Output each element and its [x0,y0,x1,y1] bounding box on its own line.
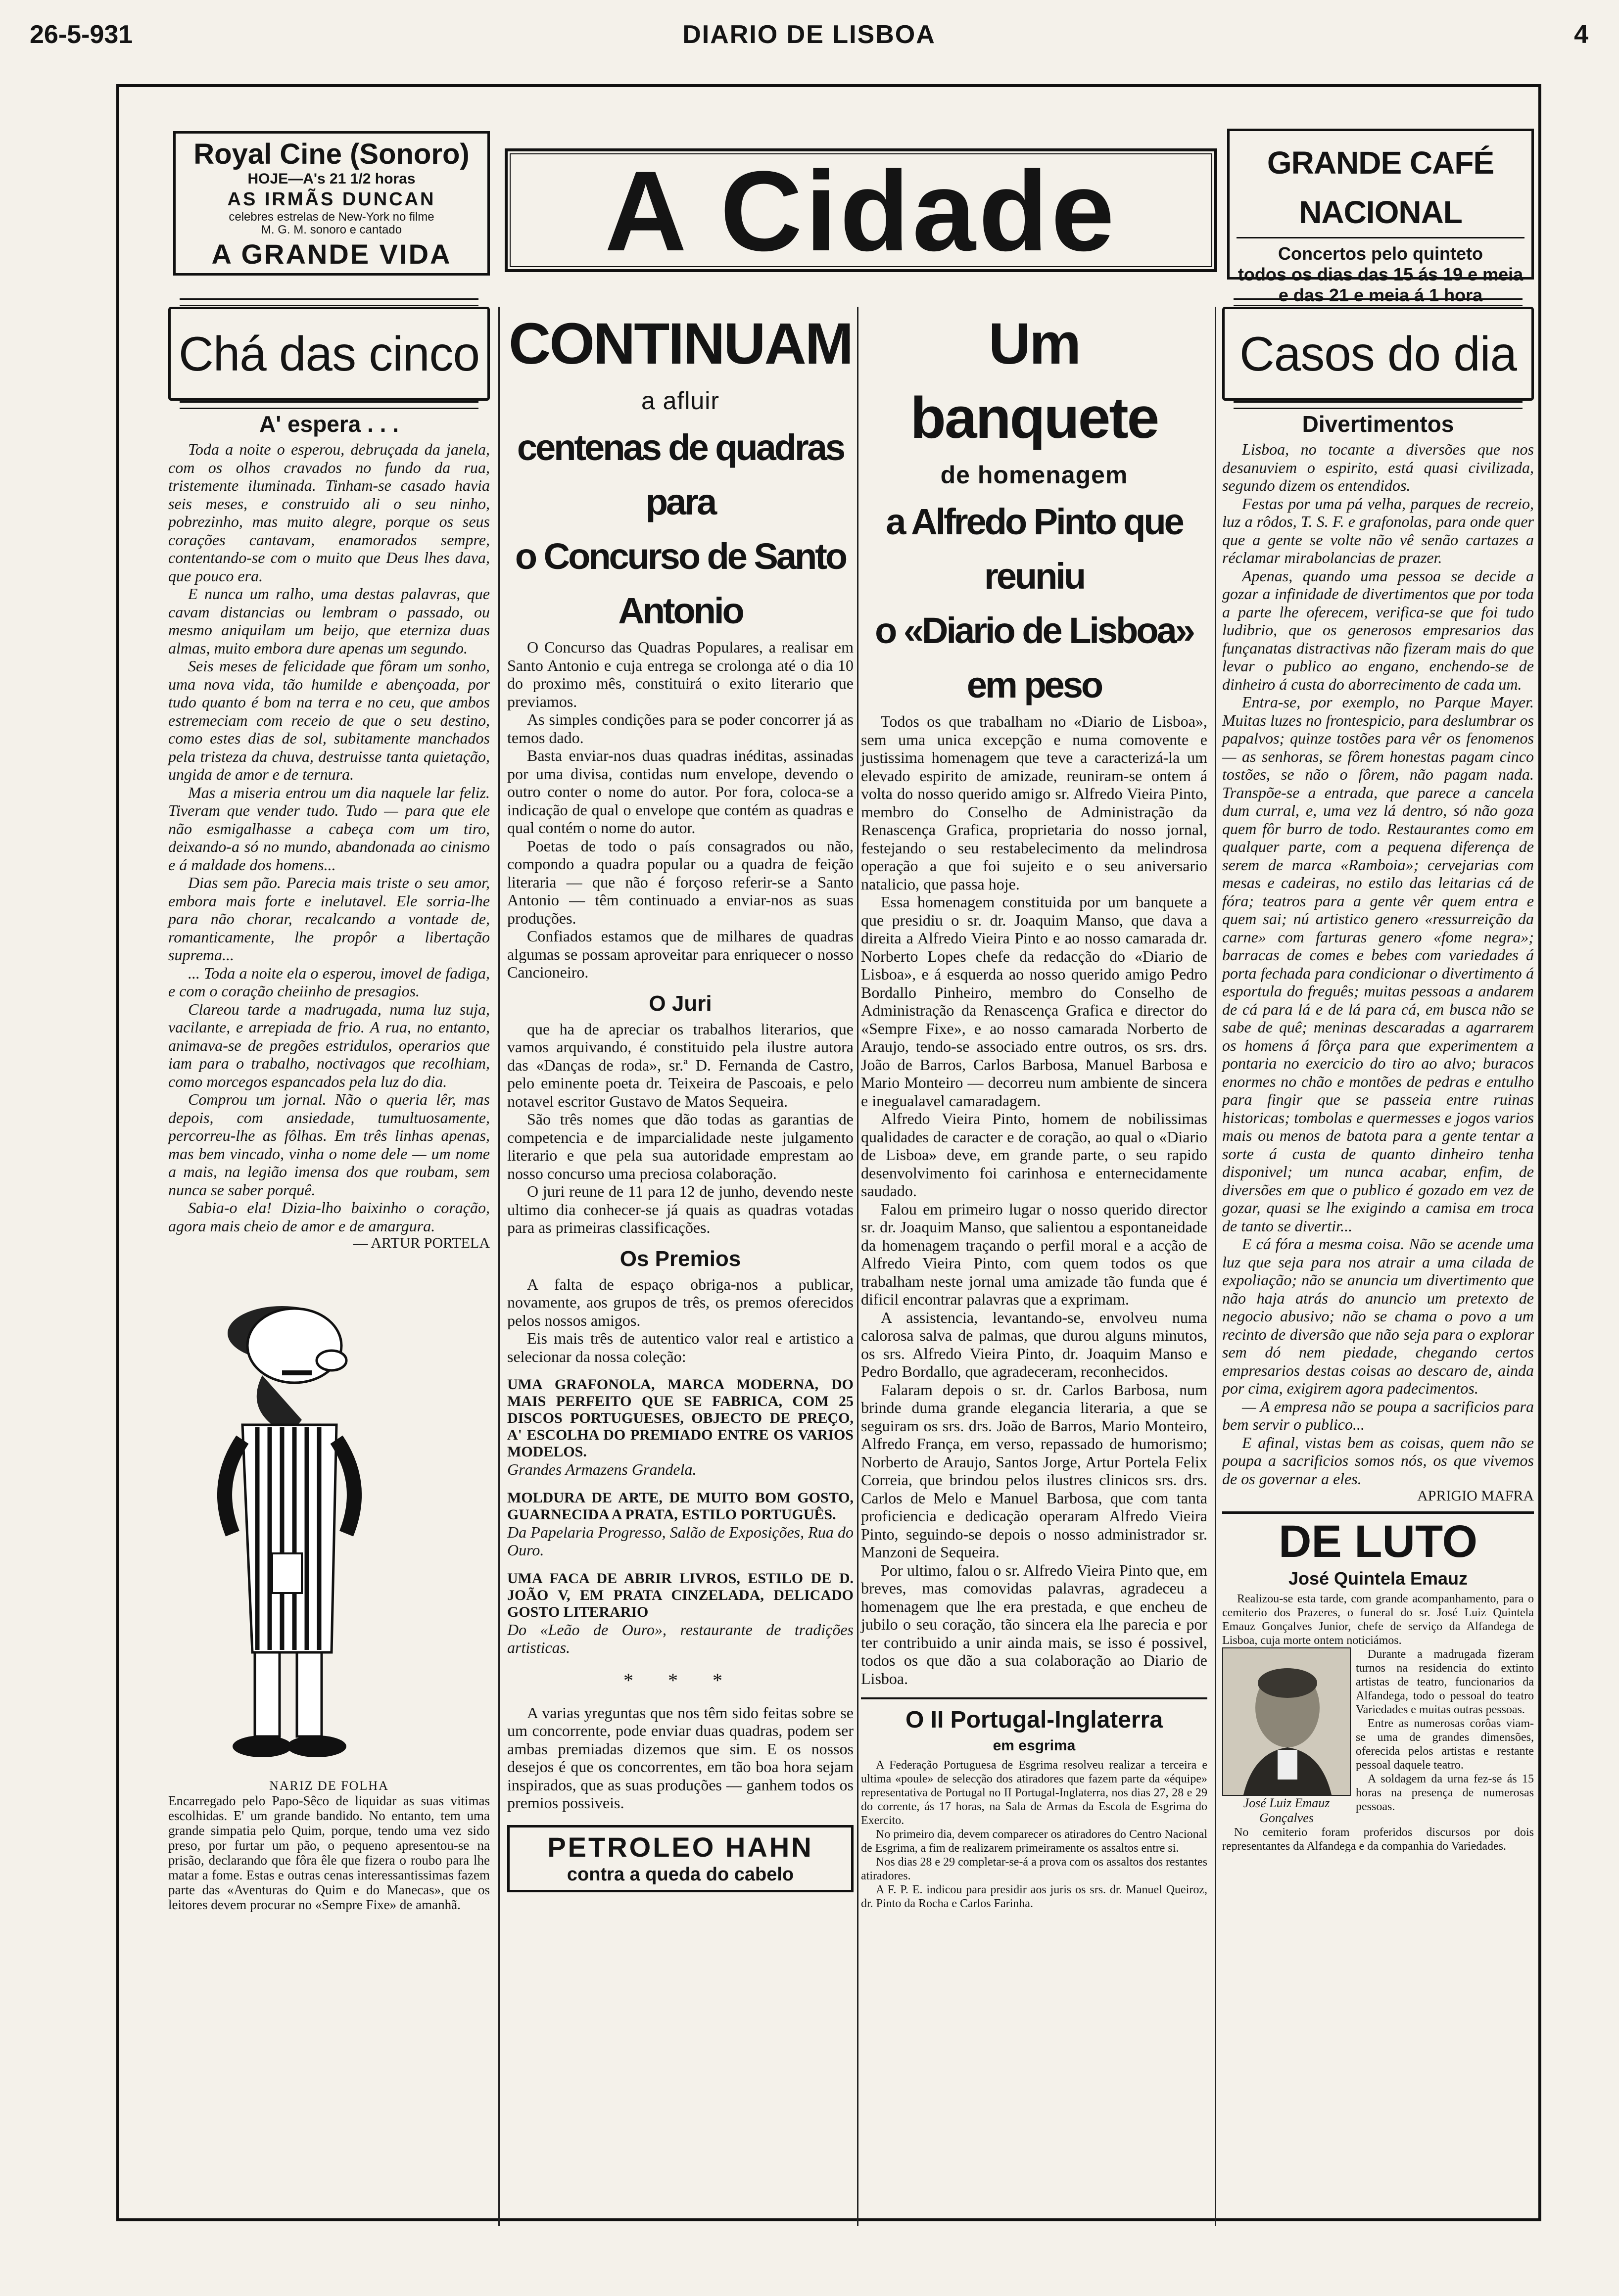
headline-sub: a afluir [641,387,720,415]
paragraph: Todos os que trabalham no «Diario de Lisboa», sem uma unica excepção e numa comovente e justissima homenagem que teve a caracterizá-la um elevado espirito de amizade, reuniram-se ontem á volta do nosso querido amigo sr. Alfredo Vieira Pinto, membro do Conselho de Administração da Renascença Grafica, proprietaria do nosso jornal, festejando o seu restabelecimento da melindrosa operação a que foi sujeito e o seu aniversario natalicio, que passa hoje. [861,712,1207,893]
prize-donor: Grandes Armazens Grandela. [507,1460,697,1478]
obituary-heading: DE LUTO [1222,1511,1534,1565]
prize-donor: Do «Leão de Ouro», restaurante de tradições artisticas. [507,1620,854,1656]
headline-line-4: o «Diario de Lisboa» em peso [875,610,1193,705]
paragraph: Clareou tarde a madrugada, numa luz suja, vacilante, e arrepiada de frio. A rua, no entanto, animava-se de pregões estridulos, operarios que iam para o trabalho, noctivagos que recolhiam, como morcegos espancados pela luz do dia. [168,1000,490,1090]
article-body [1222,440,1534,1488]
prize-item: UMA GRAFONOLA, MARCA MODERNA, DO MAIS PERFEITO QUE SE FABRICA, COM 25 DISCOS PORTUGUESES, OBJECTO DE PREÇO, A' ESCOLHA DO PREMIADO ENTRE OS VARIOS MODELOS. [507,1376,854,1460]
paragraph: Eis mais três de autentico valor real e artistico a selecionar da nossa coleção: [507,1329,854,1365]
newspaper-name: DIARIO DE LISBOA [682,20,936,49]
paragraph: A soldagem da urna fez-se ás 15 horas na presença de numerosas pessoas. [1356,1773,1534,1813]
ad-petroleo-hahn [507,1825,854,1892]
paragraph: que ha de apreciar os trabalhos literarios, que vamos arquivando, é constituido pela ilustre autora das «Danças de roda», sr.ª D. Fernanda de Castro, pelo eminente poeta dr. Teixeira de Pascoais, e pelo notavel escritor Gustavo de Matos Sequeira. [507,1020,854,1110]
masthead [30,20,1588,59]
portrait-image [1223,1648,1351,1796]
cine-act: AS IRMÃS DUNCAN [227,189,436,210]
section-header-label: Chá das cinco [178,326,480,381]
headline-line-3: a Alfredo Pinto que reuniu [886,501,1183,597]
article-author: — ARTUR PORTELA [353,1235,490,1251]
obituary-intro: Realizou-se esta tarde, com grande acompanhamento, para o cemiterio dos Prazeres, o funeral do sr. José Luiz Quintela Emauz Gonçalves Junior, chefe de serviço da Alfandega de Lisboa, cuja morte ontem noticiámos. [1222,1593,1534,1647]
paragraph: Apenas, quando uma pessoa se decide a gozar a infinidade de divertimentos que por toda a parte lhe oferecem, verifica-se que foi tudo ludibrio, que os generosos empresarios das funçanatas distractivas não fizeram mais do que levar o publico ao engano, enchendo-se de dinheiro á custa do aborrecimento de cada um. [1222,566,1534,693]
ad-royal-cine [173,131,490,276]
subarticle-subheading: em esgrima [993,1737,1076,1754]
paragraph: Festas por uma pá velha, parques de recreio, luz a rôdos, T. S. F. e grafonolas, para onde quer que a gente se volte não vê senão cartazes a réclamar mirabolancias de prazer. [1222,494,1534,566]
paragraph: São três nomes que dão todas as garantias de competencia e de imparcialidade neste julgamento literario e que pela sua autoridade emprestam ao nosso concurso uma preciosa colaboração. [507,1110,854,1182]
subarticle-heading: O II Portugal-Inglaterra [861,1697,1207,1734]
paragraph: O juri reune de 11 para 12 de junho, devendo neste ultimo dia conhecer-se já quais as quadras votadas para as primeiras classificações. [507,1182,854,1236]
column-rule [1215,307,1216,2226]
paragraph: Toda a noite o esperou, debruçada da janela, com os olhos cravados no fundo da rua, tristemente iluminada. Tinham-se casado havia seis meses, e construido ali o seu ninho, pobrezinho, mas muito alegre, porque os seus corações cantavam, enamorados sempre, contentando-se com o muito que Deus lhes dava, que pouco era. [168,440,490,585]
section-title-box [505,147,1217,275]
section-header-casos [1222,307,1534,401]
prize-item: MOLDURA DE ARTE, DE MUITO BOM GOSTO, GUARNECIDA A PRATA, ESTILO PORTUGUÊS. [507,1489,854,1523]
headline-line-4: o Concurso de Santo Antonio [515,536,846,631]
cine-film: A GRANDE VIDA [211,238,452,270]
cine-desc-1: celebres estrelas de New-York no filme [229,210,434,224]
paragraph: O Concurso das Quadras Populares, a realisar em Santo Antonio e cuja entrega se crolonga até o dia 10 do proximo mês, constituirá o exito literario que previamos. [507,638,854,710]
issue-date: 26-5-931 [30,20,133,49]
paragraph: — A empresa não se poupa a sacrificios para bem servir o publico... [1222,1397,1534,1433]
cine-name: Royal Cine (Sonoro) [193,138,470,170]
paragraph: A Federação Portuguesa de Esgrima resolveu realizar a terceira e ultima «poule» de selecção dos atiradores que fazem parte da «équipe» representativa de Portugal no II Portugal-Inglaterra, nos dias 27, 28 e 29 do corrente, ás 17 horas, na Sala de Armas da Escola de Esgrima do Exercito. [861,1759,1207,1827]
obituary-text [1356,1647,1534,1826]
paragraph: Durante a madrugada fizeram turnos na residencia do extinto artistas de teatro, funcionarios da Alfandega, todo o pessoal do teatro Variedades e muitas outras pessoas. [1356,1648,1534,1716]
paragraph: A varias yreguntas que nos têm sido feitas sobre se um concorrente, pode enviar duas quadras, podem ser ambas premiadas dizemos que sim. E os nossos desejos é que os concorrentes, em tão boa hora sejam inspirados, que as suas produções — ganhem todos os premios possiveis. [507,1703,854,1812]
section-header-cha [168,307,490,401]
paragraph: Poetas de todo o país consagrados ou não, compondo a quadra popular ou a quadra de feição literaria — que não é forçoso referir-se a Santo Antonio — têm continuado a enviar-nos as suas produções. [507,837,854,927]
paragraph: Seis meses de felicidade que fôram um sonho, uma nova vida, tão humilde e abençoada, por tudo quanto é bom na terra e no ceu, que ambos estremeciam com receio de que o seu destino, como estes dias de sol, subitamente manchados pela tristeza da chuva, destruisse tanta quietação, ungida de amor e de ternura. [168,657,490,783]
cafe-line-2: todos os dias das 15 ás 19 e meia [1238,264,1524,284]
paragraph: ... Toda a noite ela o esperou, imovel de fadiga, e com o coração cheiinho de presagios. [168,964,490,1000]
premios-body [507,1275,854,1366]
obituary-name: José Quintela Emauz [1288,1568,1468,1589]
column-rule [857,307,858,2226]
cartoon-illustration [168,1276,406,1771]
paragraph: Entre as numerosas corôas viam-se uma de grandes dimensões, oferecida pelos artistas e restante pessoal daquele teatro. [1356,1717,1534,1772]
subsection-heading-premios: Os Premios [619,1246,741,1271]
column-cha-das-cinco [168,307,490,1912]
paragraph: Basta enviar-nos duas quadras inéditas, assinadas por uma divisa, contidas num envelope, devendo o outro conter o nome do autor. Por fora, coloca-se a indicação de qual o envelope que contém as quadras e qual contém o nome do autor. [507,747,854,837]
prize-item: UMA FACA DE ABRIR LIVROS, ESTILO DE D. JOÃO V, EM PRATA CINZELADA, DELICADO GOSTO LITERARIO [507,1570,854,1620]
cartoon-caption: Encarregado pelo Papo-Sêco de liquidar as suas vitimas escolhidas. E' um grande bandido. No entanto, tem uma grande simpatia pelo Quim, porque, tendo uma vez sido preso, por furtar um pão, o pequeno apresentou-se na prisão, declarando que fôra êle que fizera o roubo para lhe matar a fome. Estas e outras cenas interessantissimas fazem parte das «Aventuras do Quim e do Manecas», que os leitores devem procurar no «Sempre Fixe» de amanhã. [168,1793,490,1912]
section-divider-stars: * * * [623,1669,737,1691]
paragraph: A assistencia, levantando-se, envolveu numa calorosa salva de palmas, que durou alguns minutos, os srs. Alfredo Vieira Pinto, dr. Joaquim Manso e Pedro Bordallo, que agradeceram, reconhecidos. [861,1308,1207,1380]
subsection-heading-juri: O Juri [649,991,712,1016]
cafe-line-3: e das 21 e meia á 1 hora [1278,285,1483,305]
headline-line-3: centenas de quadras para [517,427,844,522]
paragraph: A F. P. E. indicou para presidir aos juris os srs. dr. Manuel Queiroz, dr. Pinto da Rocha e Carlos Farinha. [861,1883,1207,1910]
paragraph: E cá fóra a mesma coisa. Não se acende uma luz que seja para nos atrair a uma cilada de expoliação; não se anuncia um divertimento que não haja atrás do anuncio um pretexto de negocio abusivo; não se chama o povo a um recinto de diversão que não seja para o explorar sem dó nem piedade, chegando certos empresarios destas coisas ao descaro de, ainda por cima, exigirem agora padecimentos. [1222,1235,1534,1397]
article-headline: Divertimentos [1302,411,1454,437]
cafe-line-1: Concertos pelo quinteto [1278,243,1483,264]
paragraph: Sabia-o ela! Dizia-lho baixinho o coração, agora mais cheio de amor e de amargura. [168,1199,490,1235]
paragraph: No primeiro dia, devem comparecer os atiradores do Centro Nacional de Esgrima, a fim de realizarem primeiramente os assaltos entre si. [861,1828,1207,1855]
headline-main: Um banquete [910,311,1158,451]
paragraph: As simples condições para se poder concorrer já as temos dado. [507,710,854,747]
section-header-label: Casos do dia [1239,326,1517,381]
column-banquete [861,307,1207,1911]
paragraph: No cemiterio foram proferidos discursos por dois representantes da Alfandega e da companhia do Variedades. [1222,1826,1534,1853]
paragraph: E nunca um ralho, uma destas palavras, que cavam distancias ou lembram o passado, ou mesmo aniquilam um beijo, que eterniza duas almas, muito embora dure apenas um segundo. [168,585,490,657]
headline-main: CONTINUAM [508,311,853,376]
article-headline: A' espera . . . [259,411,399,437]
paragraph: Falou em primeiro lugar o nosso querido director sr. dr. Joaquim Manso, que salientou a espontaneidade da homenagem traçando o perfil moral e a acção de Alfredo Vieira Pinto, com quem todos os que trabalham neste jornal uma amizade tão funda que é dificil encontrar palavras que a exprimam. [861,1200,1207,1308]
cafe-name: GRANDE CAFÉ NACIONAL [1237,138,1524,238]
headline-sub: de homenagem [940,461,1128,489]
paragraph: Alfredo Vieira Pinto, homem de nobilissimas qualidades de caracter e de coração, ao qual o «Diario de Lisboa» deve, em grande parte, o seu rapido desenvolvimento foi carinhosa e enternecidamente saudado. [861,1110,1207,1200]
ad-brand: PETROLEO HAHN [547,1831,813,1863]
cine-desc-2: M. G. M. sonoro e cantado [261,223,402,236]
subarticle-body [861,1758,1207,1911]
column-rule [498,307,500,2226]
ad-tagline: contra a queda do cabelo [567,1864,794,1885]
column-casos-do-dia [1222,307,1534,1853]
obituary-photo-block [1222,1647,1351,1826]
paragraph: A falta de espaço obriga-nos a publicar, novamente, aos grupos de três, os premos oferecidos pelos nossos amigos. [507,1275,854,1329]
prize-donor: Da Papelaria Progresso, Salão de Exposições, Rua do Ouro. [507,1523,854,1559]
paragraph: Essa homenagem constituida por um banquete a que presidiu o sr. dr. Joaquim Manso, que dava a direita a Alfredo Vieira Pinto e ao nosso camarada dr. Norberto Lopes chefe da redacção do «Diario de Lisboa», e á esquerda ao nosso querido amigo Pedro Bordallo Pinheiro, membro do Conselho de Administração da Renascença Grafica e director do «Sempre Fixe», e ao nosso camarada Norberto de Araujo, tendo-se associado entre outros, os srs. drs. João de Barros, Carlos Barbosa, Manuel Barbosa e Mario Monteiro — decorreu num ambiente de sincera e inegualavel camaradagem. [861,893,1207,1110]
paragraph: Nos dias 28 e 29 completar-se-á a prova com os assaltos dos restantes atiradores. [861,1856,1208,1882]
page-number: 4 [1574,20,1588,49]
paragraph: Confiados estamos que de milhares de quadras algumas se possam aproveitar para enriquecer o nosso Cancioneiro. [507,927,854,981]
paragraph: Entra-se, por exemplo, no Parque Mayer. Muitas luzes no frontespicio, para deslumbrar os papalvos; quinze tostões para vêr os fenomenos — as senhoras, se fôrem honestas pagam cinco tostões, se não o fôrem, não pagam nada. Transpõe-se a entrada, que parece a cancela dum curral, e, uma vez lá dentro, só não goza quem fôr burro de todo. Restaurantes como em qualquer parte, com a pequena diferença de serem de marca «Ramboia»; cervejarias com mesas e cadeiras, no estilo das leitarias cá de fóra; teatros para a gente vêr quem entra e quem sai; nú artistico genero «ressurreição da carne» com farturas genero «fome negra»; barracas de comes e bebes com variedades á porta fechada para condicionar o divertimento á esportula do freguês; muitas pessoas a andarem de cá para lá e de lá para cá, em busca não se sabe de quê; meninas descaradas a agarrarem os homens á fôrça para que experimentem a pontaria no exercicio do tiro ao alvo; buracos enormes no chão e montões de pedras e entulho para fingir que se passeia entre ruinas historicas; tombolas e quermesses e jogos varios mais ou menos de batota para a gente tentar a sorte á custa de quanto dinheiro tenha disponivel; um nunca acabar, enfim, de diversões em que o publico é gozado em vez de gozar, quasi se lhe exigindo a camisa em troca de tanto se divertir... [1222,693,1534,1235]
photo-caption: José Luiz Emauz Gonçalves [1243,1796,1330,1825]
obituary-body [1222,1647,1534,1826]
obituary-closing [1222,1826,1534,1853]
paragraph: Por ultimo, falou o sr. Alfredo Vieira Pinto que, em breves, mas comovidas palavras, agradeceu a homenagem que lhe era prestada, e que encheu de jubilo o seu coração, tão sincera ela lhe parecia e por ter contribuido a unir ainda mais, se isso é possivel, todos os que dão a sua colaboração ao Diario de Lisboa. [861,1561,1207,1687]
paragraph: E afinal, vistas bem as coisas, quem não se poupa a sacrificios somos nós, os que vivemos de os governar a eles. [1222,1433,1534,1488]
paragraph: Comprou um jornal. Não o queria lêr, mas depois, com ansiedade, tumultuosamente, percorreu-lhe as fôlhas. Em três linhas apenas, mas bem vincado, vinha o nome dele — um nome a mais, na legião imensa dos que roubam, sem nunca se saber porquê. [168,1090,490,1199]
paragraph: Falaram depois o sr. dr. Carlos Barbosa, num brinde duma grande elegancia literaria, a que se seguiram os srs. drs. João de Barros, Mario Monteiro, Alfredo França, em verso, repassado de humorismo; Norberto de Araujo, Santos Jorge, Artur Portela Felix Correia, que brindou pelos ilustres clinicos srs. drs. Carlos de Melo e Manuel Barbosa, que com tanta proficiencia e dedicação operaram Alfredo Vieira Pinto, seguindo-se depois o nosso administrador sr. Manzoni de Sequeira. [861,1380,1207,1561]
portrait-photo [1222,1647,1351,1796]
article-body [861,712,1207,1687]
article-body [507,638,854,982]
paragraph: Dias sem pão. Parecia mais triste o seu amor, embora mais forte e inelutavel. Ele sorria-lhe para não chorar, recalcando a vontade de, romanticamente, lhe propôr a libertação suprema... [168,874,490,964]
article-body [168,440,490,1235]
ad-grande-cafe [1227,129,1534,305]
paragraph: Mas a miseria entrou um dia naquele lar feliz. Tiveram que vender tudo. Tudo — para que ele não esmigalhasse a cabeça com um tiro, deixando-a só no mundo, abandonada ao cinismo e á maldade dos homens... [168,783,490,874]
cine-time: HOJE—A's 21 1/2 horas [247,171,416,187]
article-author: APRIGIO MAFRA [1417,1488,1534,1504]
closing-body [507,1704,854,1812]
juri-body [507,1020,854,1237]
cartoon-title: NARIZ DE FOLHA [269,1779,389,1793]
paragraph: Lisboa, no tocante a diversões que nos desanuviem o espirito, está quasi civilizada, segundo dizem os entendidos. [1222,440,1534,494]
column-quadras [507,307,854,1892]
section-title: A Cidade [510,153,1212,267]
